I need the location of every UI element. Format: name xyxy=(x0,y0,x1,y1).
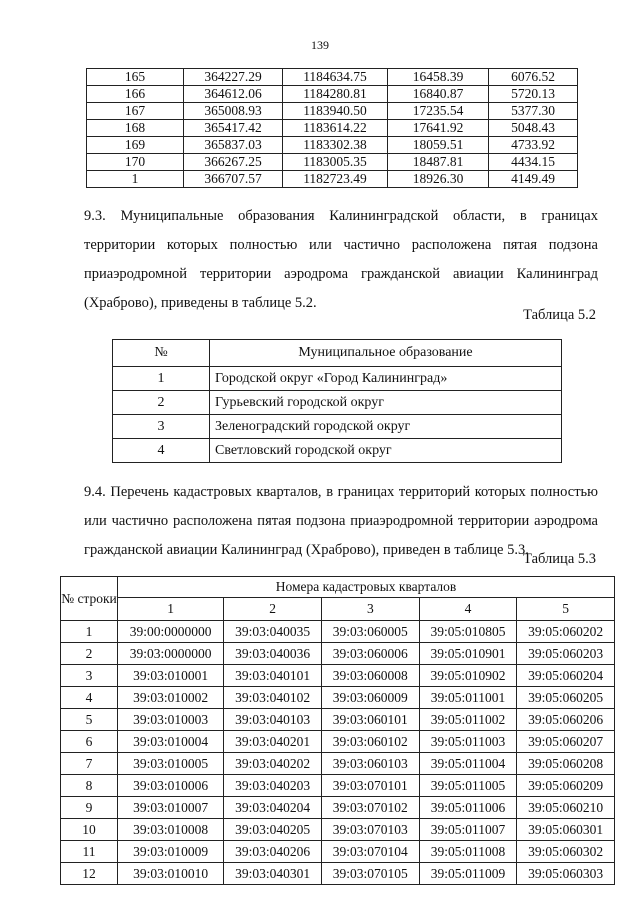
coordinates-table xyxy=(86,68,578,188)
table-cell: 167 xyxy=(87,103,184,120)
table-cell: 39:05:010805 xyxy=(419,621,517,643)
table-cell: 6076.52 xyxy=(489,69,578,86)
table-row xyxy=(61,841,615,863)
table-cell: 39:03:070101 xyxy=(321,775,419,797)
table-cell: 39:05:011007 xyxy=(419,819,517,841)
table-cell: 39:03:010010 xyxy=(118,863,224,885)
table-cell: 39:03:070103 xyxy=(321,819,419,841)
table-cell: 366267.25 xyxy=(184,154,283,171)
table-cell: 39:03:060005 xyxy=(321,621,419,643)
table-row xyxy=(61,753,615,775)
table-cell: 9 xyxy=(61,797,118,819)
table-cell: 5720.13 xyxy=(489,86,578,103)
table-cell: 39:05:060210 xyxy=(517,797,615,819)
table-5-3-col-header: 2 xyxy=(224,598,322,621)
table-cell: 2 xyxy=(61,643,118,665)
page-number: 139 xyxy=(311,38,329,52)
table-5-2 xyxy=(112,339,562,463)
table-cell: 7 xyxy=(61,753,118,775)
table-cell: 4 xyxy=(61,687,118,709)
table-cell: 39:05:060303 xyxy=(517,863,615,885)
table-cell: 39:05:060206 xyxy=(517,709,615,731)
table-cell: 39:03:0000000 xyxy=(118,643,224,665)
table-cell: 39:03:010009 xyxy=(118,841,224,863)
table-cell: 39:03:040301 xyxy=(224,863,322,885)
table-row xyxy=(61,621,615,643)
table-cell: 39:05:060209 xyxy=(517,775,615,797)
table-row xyxy=(87,103,578,120)
table-cell: 39:03:010005 xyxy=(118,753,224,775)
table-cell: 39:03:040102 xyxy=(224,687,322,709)
table-row xyxy=(87,69,578,86)
table-row xyxy=(61,665,615,687)
table-cell: 39:03:040205 xyxy=(224,819,322,841)
table-cell: 17235.54 xyxy=(388,103,489,120)
table-cell: 39:03:010007 xyxy=(118,797,224,819)
table-5-3-header-row-no: № строки xyxy=(61,577,118,621)
table-cell: 39:03:040201 xyxy=(224,731,322,753)
table-cell: 364612.06 xyxy=(184,86,283,103)
table-cell: 39:03:060008 xyxy=(321,665,419,687)
table-cell-num: 2 xyxy=(113,391,210,415)
table-row xyxy=(61,643,615,665)
section-9-3-paragraph: 9.3. Муниципальные образования Калининградской области, в границах территории которых полностью или частично расположена пятая подзона приаэродромной территории аэродрома гражданской авиации Калининград (Храброво), приведены в таблице 5.2. xyxy=(84,208,598,311)
table-cell: 1 xyxy=(61,621,118,643)
table-cell-name: Зеленоградский городской округ xyxy=(210,415,562,439)
table-cell: 39:03:060006 xyxy=(321,643,419,665)
table-cell: 364227.29 xyxy=(184,69,283,86)
table-cell: 1182723.49 xyxy=(283,171,388,188)
table-cell: 39:03:060101 xyxy=(321,709,419,731)
table-cell: 39:03:040206 xyxy=(224,841,322,863)
table-cell: 17641.92 xyxy=(388,120,489,137)
table-cell: 39:05:011008 xyxy=(419,841,517,863)
table-cell: 39:03:040036 xyxy=(224,643,322,665)
table-cell: 12 xyxy=(61,863,118,885)
table-row xyxy=(113,415,562,439)
table-row xyxy=(113,367,562,391)
table-5-3-col-header: 3 xyxy=(321,598,419,621)
table-cell: 366707.57 xyxy=(184,171,283,188)
table-cell: 365837.03 xyxy=(184,137,283,154)
table-cell: 39:03:070105 xyxy=(321,863,419,885)
table-cell: 1 xyxy=(87,171,184,188)
table-cell-name: Светловский городской округ xyxy=(210,439,562,463)
table-cell: 39:03:060009 xyxy=(321,687,419,709)
table-cell: 39:03:040103 xyxy=(224,709,322,731)
table-cell: 39:03:040101 xyxy=(224,665,322,687)
table-5-3-col-header: 5 xyxy=(517,598,615,621)
table-cell: 39:03:010001 xyxy=(118,665,224,687)
table-cell: 39:00:0000000 xyxy=(118,621,224,643)
table-cell: 39:03:010008 xyxy=(118,819,224,841)
table-5-3-header-main: Номера кадастровых кварталов xyxy=(118,577,615,598)
table-cell: 39:03:010006 xyxy=(118,775,224,797)
table-cell: 168 xyxy=(87,120,184,137)
table-cell-num: 3 xyxy=(113,415,210,439)
table-cell: 16458.39 xyxy=(388,69,489,86)
table-cell: 365008.93 xyxy=(184,103,283,120)
section-9-4-paragraph: 9.4. Перечень кадастровых кварталов, в границах территорий которых полностью или частично расположена пятая подзона приаэродромной территории аэродрома гражданской авиации Калининград (Храброво), приведен в таблице 5.3. xyxy=(84,484,598,558)
table-cell: 166 xyxy=(87,86,184,103)
table-cell: 39:05:011003 xyxy=(419,731,517,753)
table-cell: 39:03:010003 xyxy=(118,709,224,731)
table-row xyxy=(61,775,615,797)
table-cell: 170 xyxy=(87,154,184,171)
table-cell: 1183614.22 xyxy=(283,120,388,137)
table-cell: 1184280.81 xyxy=(283,86,388,103)
table-cell: 39:05:011001 xyxy=(419,687,517,709)
table-row xyxy=(113,391,562,415)
table-cell: 10 xyxy=(61,819,118,841)
table-5-2-header-num: № xyxy=(113,340,210,367)
table-cell: 39:05:011004 xyxy=(419,753,517,775)
table-cell: 6 xyxy=(61,731,118,753)
table-cell: 39:05:011002 xyxy=(419,709,517,731)
table-cell: 1183005.35 xyxy=(283,154,388,171)
table-cell-num: 4 xyxy=(113,439,210,463)
table-cell: 39:05:060208 xyxy=(517,753,615,775)
table-5-2-caption: Таблица 5.2 xyxy=(523,307,596,323)
table-row xyxy=(61,731,615,753)
table-cell: 11 xyxy=(61,841,118,863)
table-cell-name: Гурьевский городской округ xyxy=(210,391,562,415)
table-row xyxy=(87,171,578,188)
table-row xyxy=(87,154,578,171)
table-cell: 39:03:070104 xyxy=(321,841,419,863)
table-cell: 18059.51 xyxy=(388,137,489,154)
table-5-3-caption: Таблица 5.3 xyxy=(523,551,596,567)
table-cell: 39:05:011005 xyxy=(419,775,517,797)
table-row xyxy=(61,687,615,709)
table-cell: 365417.42 xyxy=(184,120,283,137)
table-cell: 39:03:040202 xyxy=(224,753,322,775)
table-cell: 18926.30 xyxy=(388,171,489,188)
table-cell: 39:05:011006 xyxy=(419,797,517,819)
table-row xyxy=(61,819,615,841)
table-cell: 39:05:010901 xyxy=(419,643,517,665)
table-cell: 4434.15 xyxy=(489,154,578,171)
table-cell: 39:05:060207 xyxy=(517,731,615,753)
table-cell: 1183940.50 xyxy=(283,103,388,120)
table-cell: 5377.30 xyxy=(489,103,578,120)
table-row xyxy=(87,120,578,137)
table-cell-num: 1 xyxy=(113,367,210,391)
table-cell: 39:03:060103 xyxy=(321,753,419,775)
table-cell: 39:05:060204 xyxy=(517,665,615,687)
table-cell-name: Городской округ «Город Калининград» xyxy=(210,367,562,391)
table-cell: 5 xyxy=(61,709,118,731)
table-row xyxy=(87,86,578,103)
table-cell: 8 xyxy=(61,775,118,797)
table-cell: 18487.81 xyxy=(388,154,489,171)
table-cell: 39:03:010002 xyxy=(118,687,224,709)
table-cell: 4149.49 xyxy=(489,171,578,188)
table-cell: 1183302.38 xyxy=(283,137,388,154)
table-cell: 39:05:060203 xyxy=(517,643,615,665)
table-cell: 39:05:060301 xyxy=(517,819,615,841)
table-cell: 39:03:040035 xyxy=(224,621,322,643)
table-cell: 39:05:060205 xyxy=(517,687,615,709)
table-5-3-col-header: 1 xyxy=(118,598,224,621)
table-cell: 5048.43 xyxy=(489,120,578,137)
table-cell: 169 xyxy=(87,137,184,154)
table-cell: 1184634.75 xyxy=(283,69,388,86)
table-cell: 39:03:010004 xyxy=(118,731,224,753)
table-5-3-col-header: 4 xyxy=(419,598,517,621)
table-row xyxy=(87,137,578,154)
table-cell: 39:03:040203 xyxy=(224,775,322,797)
table-cell: 39:05:011009 xyxy=(419,863,517,885)
table-cell: 3 xyxy=(61,665,118,687)
table-cell: 16840.87 xyxy=(388,86,489,103)
table-cell: 4733.92 xyxy=(489,137,578,154)
table-row xyxy=(61,863,615,885)
table-cell: 39:05:060302 xyxy=(517,841,615,863)
table-5-2-header-name: Муниципальное образование xyxy=(210,340,562,367)
table-cell: 39:05:010902 xyxy=(419,665,517,687)
table-row xyxy=(61,709,615,731)
table-cell: 39:03:060102 xyxy=(321,731,419,753)
table-cell: 39:03:070102 xyxy=(321,797,419,819)
table-5-3 xyxy=(60,576,615,885)
table-cell: 39:03:040204 xyxy=(224,797,322,819)
table-row xyxy=(113,439,562,463)
table-cell: 39:05:060202 xyxy=(517,621,615,643)
table-row xyxy=(61,797,615,819)
table-cell: 165 xyxy=(87,69,184,86)
